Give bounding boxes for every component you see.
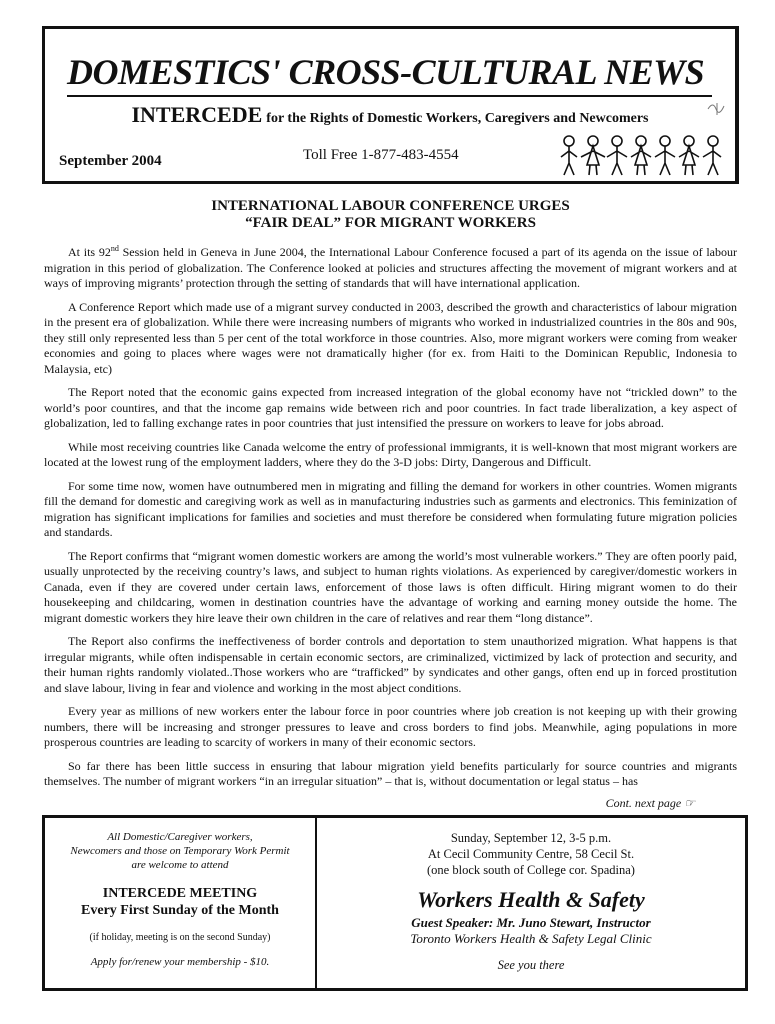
organization-name: INTERCEDE: [131, 102, 263, 127]
closing-note: See you there: [497, 958, 565, 972]
article-paragraph: The Report confirms that “migrant women domestic workers are among the world’s most vulnerable workers.” They are often poorly paid, usually unprotected by the receiving country’s laws, and subject to human rights violations. As experienced by caregiver/domestic workers in Canada, even if they are covered under certain laws, enforcement of those laws is often difficult. Hiring migrant women to do their housekeeping and childcaring, women in destination countries have the advantage of working and earning money outside the home. The migrant domestic workers they hire leave their own children in the care of relatives and rear them “long distance”.: [44, 548, 737, 625]
toll-free-number: Toll Free 1-877-483-4554: [303, 147, 459, 163]
meeting-box: [45, 818, 315, 968]
masthead: [42, 26, 739, 184]
article-paragraph: A Conference Report which made use of a migrant survey conducted in 2003, described the growth and characteristics of labour migration in the present era of globalization. While there were increasing numbers of migrants who worked in industrialized countries in the 80s and 90s, they still only represented less than 5 per cent of the total workforce in those countries. Also, more migrant workers were coming from weaker economies and going to places where wages were not dramatically higher (for ex. from Haiti to the Dominican Republic, Indonesia to Malaysia, etc): [44, 299, 737, 376]
article-paragraph: Every year as millions of new workers enter the labour force in poor countries where job creation is not keeping up with their growing numbers, there will be increasing and stronger pressures to leave and cross borders to find jobs. Meanwhile, aging populations in more prosperous countries are leading to scarcity of workers in many of their economic sectors.: [44, 704, 737, 749]
welcome-line: are welcome to attend: [131, 859, 229, 871]
organization-tagline: for the Rights of Domestic Workers, Caregivers and Newcomers: [266, 111, 649, 126]
article-paragraph: The Report also confirms the ineffectiveness of border controls and deportation to stem unauthorized migration. What happens is that irregular migrants, while often indispensable in certain economic sectors, are criminalized, victimized by lack of protection and security, and their human rights randomly violated..Those workers who are “trafficked” by syndicates and other gangs, often end up in forced prostitution and slave labour, living in fear and violence and working in the most abject conditions.: [44, 634, 737, 695]
event-date-time: Sunday, September 12, 3-5 p.m.: [450, 831, 612, 845]
article-paragraph: The Report noted that the economic gains expected from increased integration of the global economy have not “trickled down” to the world’s poor countires, and that the income gap remains wide between rich and poor countries. In fact trade liberalization, a key aspect of globalization, led to falling exchange rates in poor countries that just intensified the pressure on workers to leave for jobs abroad.: [44, 385, 737, 430]
announcement-boxes: [42, 815, 748, 991]
article-paragraph: For some time now, women have outnumbered men in migrating and filling the demand for workers in other countries. Women migrants fill the demand for domestic and caregiving work as well as in manufacturing industries such as garments and electronics. This feminization of migration has significant implications for families and societies and must therefore be considered when formulating future migration policies and standards.: [44, 478, 737, 539]
meeting-title: [45, 885, 315, 919]
event-details: [317, 830, 745, 878]
membership-note: Apply for/renew your membership - $10.: [90, 956, 270, 968]
speaker-organization: Toronto Workers Health & Safety Legal Clinic: [410, 931, 652, 946]
article-paragraph: While most receiving countries like Canada welcome the entry of professional immigrants, it is well-known that most migrant workers are located at the lowest rung of the employment ladders, where they do the 3-D jobs: Dirty, Dangerous and Difficult.: [44, 439, 737, 469]
continued-note: Cont. next page ☞: [605, 796, 695, 810]
event-location: At Cecil Community Centre, 58 Cecil St.: [427, 847, 635, 861]
paragraph-text: At its 92: [68, 245, 111, 259]
guest-speaker: Guest Speaker: Mr. Juno Stewart, Instructor: [411, 915, 651, 930]
organization-line: [45, 102, 735, 128]
main-article: [44, 198, 737, 798]
newsletter-title: DOMESTICS' CROSS-CULTURAL NEWS: [67, 51, 712, 97]
ordinal-suffix: nd: [110, 244, 119, 253]
welcome-line: All Domestic/Caregiver workers,: [107, 831, 253, 843]
headline-line-2: “FAIR DEAL” FOR MIGRANT WORKERS: [245, 215, 536, 231]
issue-date: September 2004: [59, 153, 162, 169]
paragraph-text: Session held in Geneva in June 2004, the International Labour Conference focused a part of its agenda on the issue of labour migration in this period of globalization. The Conference looked at policies and structures affecting the movement of migrant workers and at ways of improving migrants’ protection through the setting of standards that will have international application.: [44, 245, 737, 290]
meeting-welcome: [45, 830, 315, 872]
welcome-line: Newcomers and those on Temporary Work Permit: [70, 845, 290, 857]
scribble-mark-icon: [705, 97, 727, 119]
headline-line-1: INTERNATIONAL LABOUR CONFERENCE URGES: [211, 198, 570, 214]
holiday-note: (if holiday, meeting is on the second Sunday): [89, 932, 271, 943]
article-headline: [44, 198, 737, 232]
article-paragraph: [44, 241, 737, 292]
event-title: Workers Health & Safety: [417, 887, 645, 912]
article-paragraph: So far there has been little success in ensuring that labour migration yield benefits particularly for source countries and migrants themselves. The number of migrant workers “in an irregular situation” – that is, without documentation or legal status – has: [44, 758, 737, 788]
event-box: [317, 818, 745, 973]
meeting-title-line: INTERCEDE MEETING: [102, 886, 258, 901]
meeting-title-line: Every First Sunday of the Month: [81, 903, 279, 918]
people-holding-hands-icon: [555, 133, 727, 179]
event-directions: (one block south of College cor. Spadina): [427, 863, 635, 877]
